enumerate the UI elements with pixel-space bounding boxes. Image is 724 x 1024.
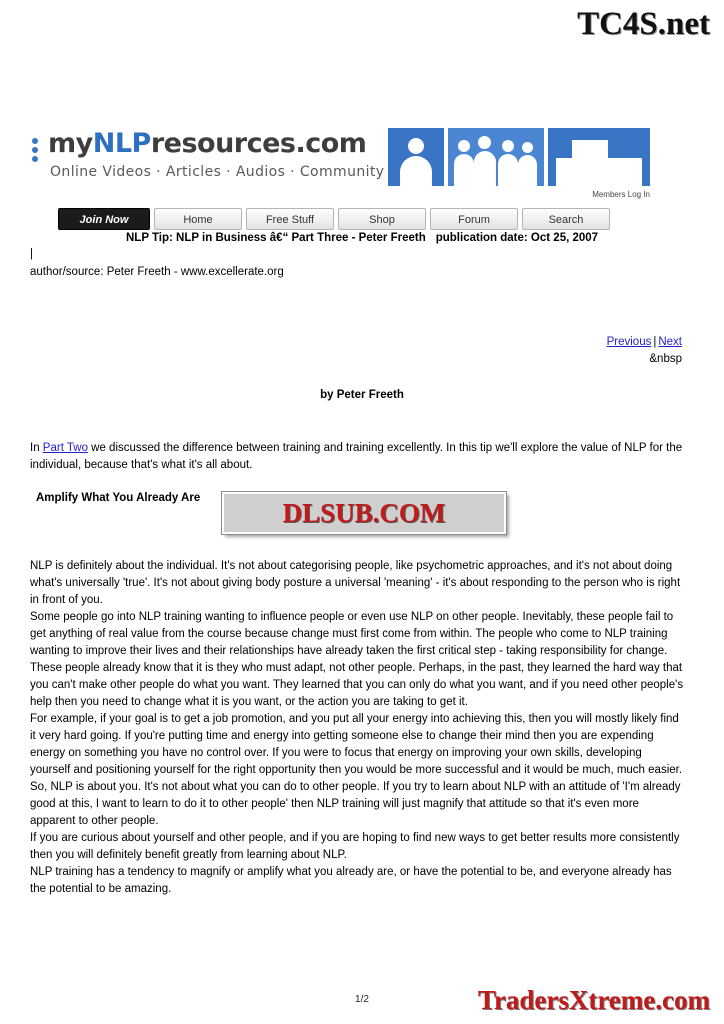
site-nav xyxy=(30,208,650,232)
site-logo xyxy=(30,128,385,196)
author-source: author/source: Peter Freeth - www.excellerate.org xyxy=(30,266,284,278)
byline: by Peter Freeth xyxy=(320,389,404,401)
section-heading: Amplify What You Already Are xyxy=(36,492,201,504)
logo-text xyxy=(48,128,366,159)
article-body xyxy=(30,558,684,898)
center-watermark-text: DLSUB.COM xyxy=(282,497,446,528)
pipe-separator: | xyxy=(30,248,33,260)
article-intro xyxy=(30,440,684,474)
banner-image-landscape-icon xyxy=(548,128,650,186)
pager-separator: | xyxy=(653,336,657,348)
article-title-line xyxy=(126,232,706,244)
body-paragraph-1: NLP is definitely about the individual. It's not about categorising people, like psychometric approaches, and it's not about doing what's universally 'true'. It's not about giving body posture a universal 'meaning' - it's about responding to the person who is right in front of you. xyxy=(30,560,681,606)
pager xyxy=(607,336,682,348)
nav-item-home[interactable]: Home xyxy=(154,208,242,230)
previous-link[interactable]: Previous xyxy=(606,336,652,348)
article-title: NLP Tip: NLP in Business â€“ Part Three - Peter Freeth xyxy=(126,232,426,244)
intro-after-link: we discussed the difference between training and training excellently. In this tip we'll explore the value of NLP for the individual, because that's what it's all about. xyxy=(30,442,683,471)
nav-item-join-now[interactable]: Join Now xyxy=(58,208,150,230)
logo-tagline: Online Videos · Articles · Audios · Community xyxy=(50,164,385,180)
top-watermark: TC4S.net xyxy=(577,6,710,42)
bottom-watermark: TradersXtreme.com xyxy=(477,985,710,1015)
banner-images xyxy=(388,128,650,199)
body-paragraph-6: NLP training has a tendency to magnify or amplify what you already are, or have the potential to be, and everyone already has the potential to be amazing. xyxy=(30,866,672,895)
banner-image-group-icon xyxy=(448,128,544,186)
nav-item-forum[interactable]: Forum xyxy=(430,208,518,230)
members-login-link[interactable]: Members Log In xyxy=(592,190,650,199)
nav-item-search[interactable]: Search xyxy=(522,208,610,230)
part-two-link[interactable]: Part Two xyxy=(42,442,88,454)
publication-date: publication date: Oct 25, 2007 xyxy=(435,232,599,244)
page-number: 1/2 xyxy=(355,994,369,1005)
logo-suffix: resources.com xyxy=(150,128,367,159)
banner-image-person-icon xyxy=(388,128,444,186)
body-paragraph-3: For example, if your goal is to get a job promotion, and you put all your energy into achieving this, then you will mostly likely find it very hard going. If you're putting time and energy into getting someone else to change their mind then you are expending energy on something you have no control over. If you were to focus that energy on improving your own skills, developing yourself and positioning yourself for the right opportunity then you would be more successful and it would be much, much easier. xyxy=(30,713,683,776)
nbsp-text: &nbsp xyxy=(649,353,682,365)
intro-before-link: In xyxy=(30,442,43,454)
body-paragraph-4: So, NLP is about you. It's not about what you can do to other people. If you try to learn about NLP with an attitude of 'I'm already good at this, I want to learn to do it to other people' then NLP training will just magnify that attitude so that it's even more apparent to other people. xyxy=(30,781,681,827)
center-watermark xyxy=(222,492,506,534)
site-banner xyxy=(30,128,650,233)
body-paragraph-2: Some people go into NLP training wanting to influence people or even use NLP on other people. Inevitably, these people fail to get anything of real value from the course because change must first come from within. The people who come to NLP training wanting to improve their lives and their relationships have already taken the first critical step - taking responsibility for change. These people already know that it is they who must adapt, not other people. Perhaps, in the past, they learned the hard way that you can't make other people do what you want. They learned that you can only do what you want, and if you need other people's help then you need to change what it is you want, or the action you are taking to get it. xyxy=(30,611,684,708)
nav-item-shop[interactable]: Shop xyxy=(338,208,426,230)
body-paragraph-5: If you are curious about yourself and other people, and if you are hoping to find new ways to get better results more consistently then you will definitely benefit greatly from learning about NLP. xyxy=(30,832,680,861)
logo-dots-icon xyxy=(32,138,44,164)
logo-prefix: my xyxy=(48,128,93,159)
intro-paragraph xyxy=(30,440,684,474)
next-link[interactable]: Next xyxy=(658,336,682,348)
logo-highlight: NLP xyxy=(92,128,151,159)
nav-item-free-stuff[interactable]: Free Stuff xyxy=(246,208,334,230)
